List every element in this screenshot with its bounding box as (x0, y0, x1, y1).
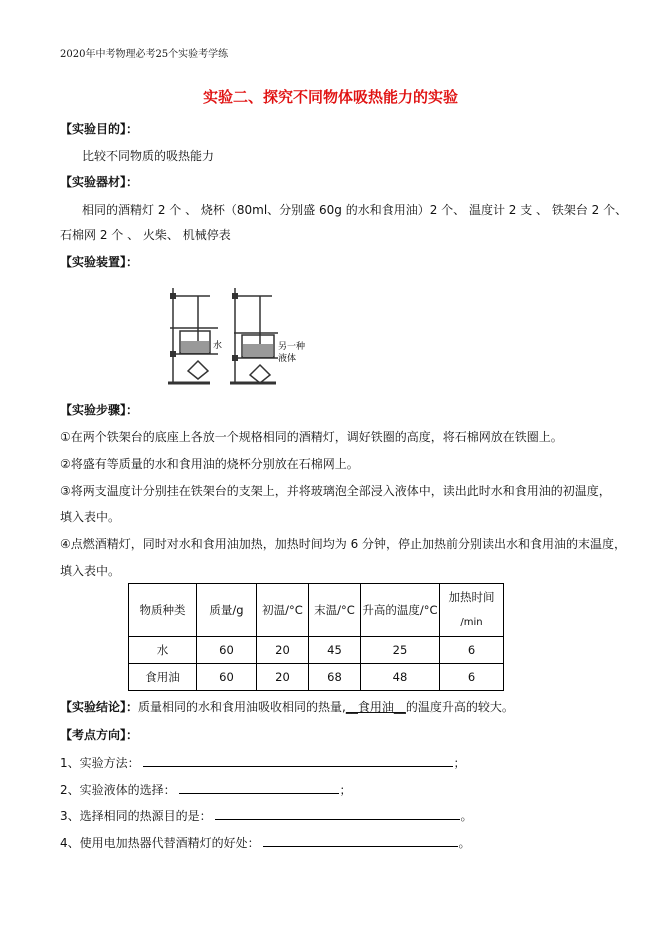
point-2 (60, 781, 351, 798)
other-liquid-label-2: 液体 (278, 354, 297, 364)
table-cell: 20 (257, 664, 309, 691)
point-question: 1、实验方法： (60, 756, 140, 770)
table-cell: 25 (361, 637, 440, 664)
water-label: 水 (213, 341, 223, 351)
header-cell: 质量/g (197, 584, 257, 637)
point-3 (60, 807, 472, 824)
answer-blank[interactable] (179, 781, 339, 794)
step-4: ④点燃酒精灯，同时对水和食用油加热，加热时间均为 6 分钟，停止加热前分别读出水和食用油的末温度， (60, 537, 627, 551)
header-cell-line: /min (460, 617, 483, 628)
data-table (128, 583, 504, 691)
table-cell: 食用油 (129, 664, 197, 691)
table-cell: 60 (197, 664, 257, 691)
header-cell-line: 加热时间 (448, 590, 495, 604)
header-cell: 末温/°C (309, 584, 361, 637)
table-cell: 45 (309, 637, 361, 664)
step-3: ③将两支温度计分别挂在铁架台的支架上，并将玻璃泡全部浸入液体中，读出此时水和食用油的初温度， (60, 484, 611, 498)
answer-blank[interactable] (263, 834, 458, 847)
point-question: 2、实验液体的选择： (60, 783, 176, 797)
point-end: 。 (458, 836, 471, 850)
header-cell: 升高的温度/°C (361, 584, 440, 637)
step-4-cont: 填入表中。 (60, 564, 121, 578)
header-cell: 初温/°C (257, 584, 309, 637)
header-cell: 物质种类 (129, 584, 197, 637)
table-cell: 48 (361, 664, 440, 691)
page-title: 实验二、探究不同物体吸热能力的实验 (202, 88, 458, 106)
apparatus-diagram (160, 283, 310, 393)
point-end: ； (339, 783, 352, 797)
purpose-text: 比较不同物质的吸热能力 (82, 149, 215, 163)
other-liquid-label-1: 另一种 (278, 342, 306, 352)
table-row (129, 637, 504, 664)
conclusion-text: 质量相同的水和食用油吸收相同的热量, (138, 700, 346, 714)
table-cell: 20 (257, 637, 309, 664)
steps-heading: 【实验步骤】： (60, 403, 139, 417)
purpose-heading: 【实验目的】： (60, 122, 139, 136)
step-3-cont: 填入表中。 (60, 510, 121, 524)
table-cell: 6 (440, 637, 504, 664)
points-heading: 【考点方向】： (60, 728, 139, 742)
point-end: 。 (460, 809, 473, 823)
materials-line-2: 石棉网 2 个 、 火柴、 机械停表 (60, 228, 231, 242)
table-header-row (129, 584, 504, 637)
running-header: 2020年中考物理必考25个实验考学练 (60, 49, 229, 60)
point-4 (60, 834, 470, 851)
table-cell: 水 (129, 637, 197, 664)
table-row (129, 664, 504, 691)
answer-blank[interactable] (143, 754, 453, 767)
conclusion-heading: 【实验结论】： (60, 700, 139, 714)
table-cell: 68 (309, 664, 361, 691)
conclusion (60, 699, 514, 715)
conclusion-answer: __食用油__ (345, 700, 406, 714)
point-question: 4、使用电加热器代替酒精灯的好处： (60, 836, 260, 850)
apparatus-heading: 【实验装置】： (60, 255, 139, 269)
conclusion-text-end: 的温度升高的较大。 (405, 700, 514, 714)
answer-blank[interactable] (215, 807, 460, 820)
header-cell (440, 584, 504, 637)
materials-heading: 【实验器材】： (60, 175, 139, 189)
point-1 (60, 754, 465, 771)
materials-line-1: 相同的酒精灯 2 个 、 烧杯（80ml、分别盛 60g 的水和食用油）2 个、 温度计 2 支 、 铁架台 2 个、 (82, 203, 628, 217)
step-1: ①在两个铁架台的底座上各放一个规格相同的酒精灯，调好铁圈的高度，将石棉网放在铁圈上。 (60, 430, 563, 444)
point-question: 3、选择相同的热源目的是： (60, 809, 212, 823)
table-cell: 6 (440, 664, 504, 691)
table-cell: 60 (197, 637, 257, 664)
point-end: ； (453, 756, 466, 770)
step-2: ②将盛有等质量的水和食用油的烧杯分别放在石棉网上。 (60, 457, 359, 471)
